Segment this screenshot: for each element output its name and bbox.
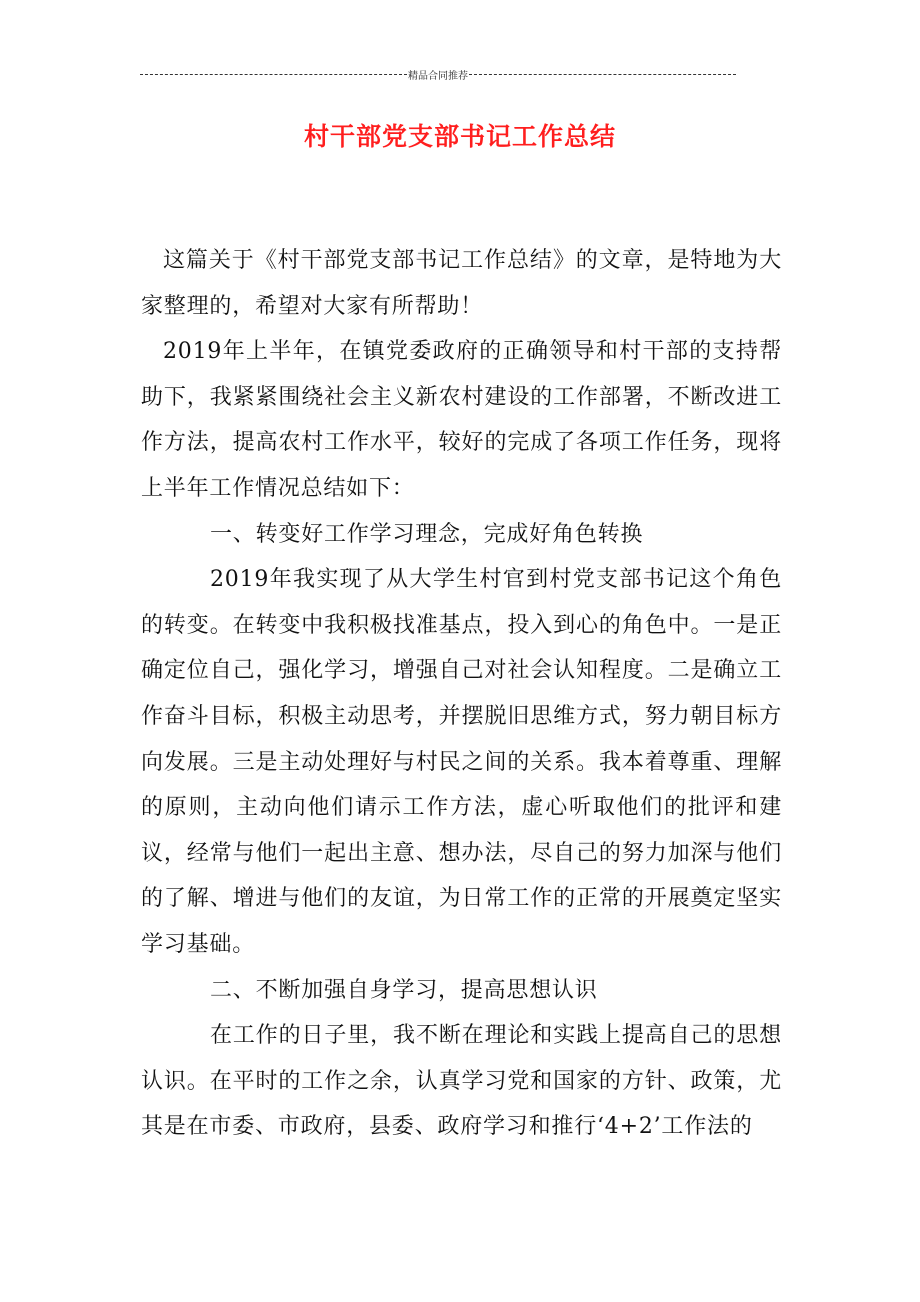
section-heading-1: 一、转变好工作学习理念，完成好角色转换	[210, 521, 644, 547]
intro-paragraph: 这篇关于《村干部党支部书记工作总结》的文章，是特地为大家整理的，希望对大家有所帮助！	[141, 248, 782, 319]
header-divider-right	[469, 74, 736, 75]
section-paragraph-1: 2019年我实现了从大学生村官到村党支部书记这个角色的转变。在转变中我积极找准基点，投入到心的角色中。一是正确定位自己，强化学习，增强自己对社会认知程度。二是确立工作奋斗目标，积极主动思考，并摆脱旧思维方式，努力朝目标方向发展。三是主动处理好与村民之间的关系。我本着尊重、理解的原则，主动向他们请示工作方法，虚心听取他们的批评和建议，经常与他们一起出主意、想办法，尽自己的努力加深与他们的了解、增进与他们的友谊，为日常工作的正常的开展奠定坚实学习基础。	[141, 567, 782, 957]
header-divider-left	[140, 74, 407, 75]
document-title: 村干部党支部书记工作总结	[303, 122, 616, 151]
page-header	[140, 66, 736, 82]
section-heading-2: 二、不断加强自身学习，提高思想认识	[210, 977, 598, 1003]
header-label: 精品合同推荐	[408, 70, 468, 82]
document-body	[141, 238, 782, 1150]
overview-paragraph: 2019年上半年，在镇党委政府的正确领导和村干部的支持帮助下，我紧紧围绕社会主义新农村建设的工作部署，不断改进工作方法，提高农村工作水平，较好的完成了各项工作任务，现将上半年工作情况总结如下：	[141, 339, 782, 501]
section-paragraph-2: 在工作的日子里，我不断在理论和实践上提高自己的思想认识。在平时的工作之余，认真学习党和国家的方针、政策，尤其是在市委、市政府，县委、政府学习和推行‘4+2’工作法的	[141, 1023, 782, 1140]
